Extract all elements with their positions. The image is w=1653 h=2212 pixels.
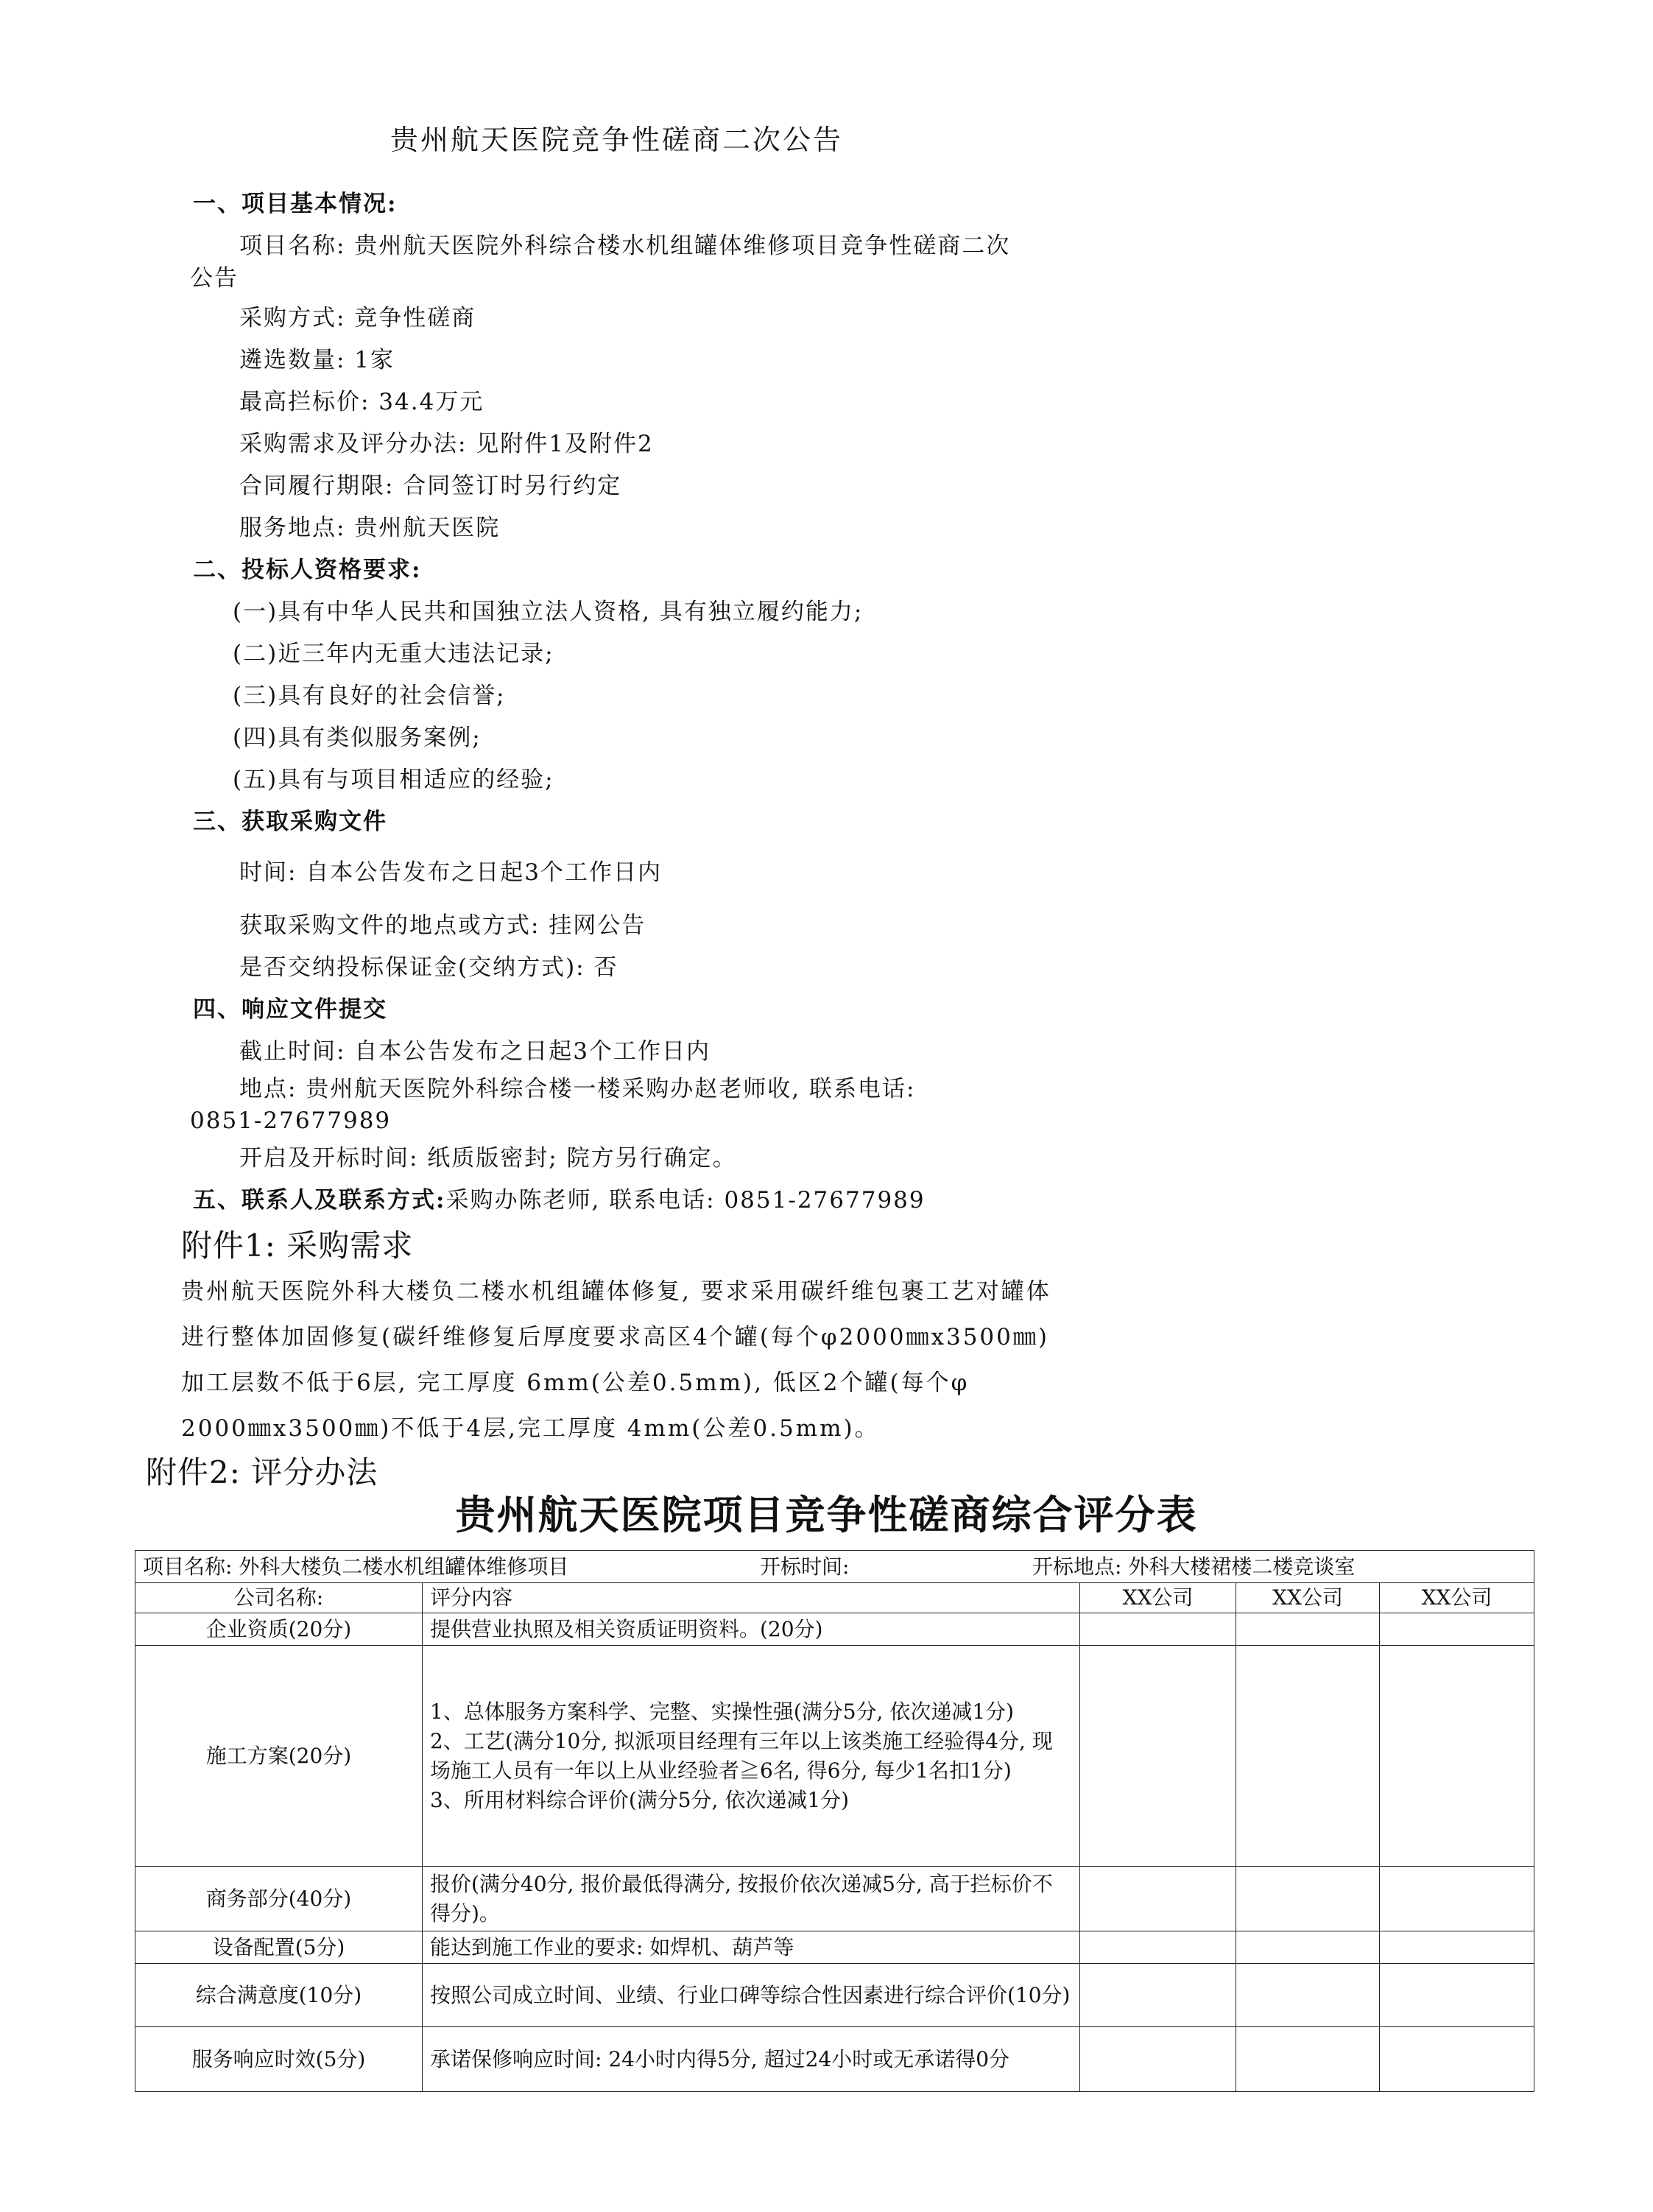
submission-deadline: 截止时间: 自本公告发布之日起3个工作日内 xyxy=(239,1038,711,1065)
score-cell[interactable] xyxy=(1380,1613,1534,1646)
score-item: 服务响应时效(5分) xyxy=(135,2027,423,2092)
score-cell[interactable] xyxy=(1236,2027,1380,2092)
score-cell[interactable] xyxy=(1236,1964,1380,2027)
attachment-1-line: 进行整体加固修复(碳纤维修复后厚度要求高区4个罐(每个φ2000㎜x3500㎜) xyxy=(181,1324,1049,1350)
attachment-1-line: 贵州航天医院外科大楼负二楼水机组罐体修复, 要求采用碳纤维包裹工艺对罐体 xyxy=(181,1278,1051,1305)
score-cell[interactable] xyxy=(1236,1867,1380,1931)
company-name-header: 公司名称: xyxy=(135,1583,423,1613)
opening-time-cell: 开标时间: xyxy=(760,1554,850,1579)
table-row xyxy=(135,1867,1534,1931)
table-row xyxy=(135,1613,1534,1646)
submission-place-line2: 0851-27677989 xyxy=(190,1107,392,1134)
announcement-title: 贵州航天医院竞争性磋商二次公告 xyxy=(390,124,844,156)
table-row xyxy=(135,1964,1534,2027)
score-cell[interactable] xyxy=(1080,1646,1236,1867)
attachment-1-line: 加工层数不低于6层, 完工厚度 6mm(公差0.5mm), 低区2个罐(每个φ xyxy=(181,1370,970,1396)
max-price: 最高拦标价: 34.4万元 xyxy=(239,389,484,415)
qualification-item: (四)具有类似服务案例; xyxy=(233,725,482,751)
deposit-info: 是否交纳投标保证金(交纳方式): 否 xyxy=(239,954,618,981)
company-column-header: XX公司 xyxy=(1236,1583,1380,1613)
score-table-title: 贵州航天医院项目竞争性磋商综合评分表 xyxy=(455,1492,1198,1538)
section-1-heading: 一、项目基本情况: xyxy=(193,191,398,217)
qualification-item: (五)具有与项目相适应的经验; xyxy=(233,767,554,793)
score-cell[interactable] xyxy=(1380,1867,1534,1931)
score-cell[interactable] xyxy=(1236,1646,1380,1867)
score-content-header: 评分内容 xyxy=(423,1583,1080,1613)
score-item: 设备配置(5分) xyxy=(135,1931,423,1964)
score-cell[interactable] xyxy=(1080,1964,1236,2027)
score-content: 提供营业执照及相关资质证明资料。(20分) xyxy=(423,1613,1080,1646)
section-2-heading: 二、投标人资格要求: xyxy=(193,557,422,583)
score-table xyxy=(135,1550,1534,2092)
acquisition-way: 获取采购文件的地点或方式: 挂网公告 xyxy=(239,912,646,939)
company-column-header: XX公司 xyxy=(1080,1583,1236,1613)
score-cell[interactable] xyxy=(1380,1964,1534,2027)
selection-quantity: 遴选数量: 1家 xyxy=(239,347,395,373)
score-cell[interactable] xyxy=(1080,1613,1236,1646)
section-5-heading: 五、联系人及联系方式: xyxy=(193,1187,446,1214)
score-cell[interactable] xyxy=(1380,2027,1534,2092)
score-content: 能达到施工作业的要求: 如焊机、葫芦等 xyxy=(423,1931,1080,1964)
score-content: 报价(满分40分, 报价最低得满分, 按报价依次递减5分, 高于拦标价不得分)。 xyxy=(423,1867,1080,1931)
contract-period: 合同履行期限: 合同签订时另行约定 xyxy=(239,473,622,499)
score-cell[interactable] xyxy=(1080,1867,1236,1931)
contact-info: 采购办陈老师, 联系电话: 0851-27677989 xyxy=(445,1187,926,1214)
score-item: 企业资质(20分) xyxy=(135,1613,423,1646)
score-cell[interactable] xyxy=(1080,1931,1236,1964)
score-content: 1、总体服务方案科学、完整、实操性强(满分5分, 依次递减1分) 2、工艺(满分10分, 拟派项目经理有三年以上该类施工经验得4分, 现场施工人员有一年以上从业经验者≧6名, 得6分, 每少1名扣1分) 3、所用材料综合评价(满分5分, 依次递减1分) xyxy=(423,1646,1080,1867)
service-location: 服务地点: 贵州航天医院 xyxy=(239,515,501,541)
score-content: 承诺保修响应时间: 24小时内得5分, 超过24小时或无承诺得0分 xyxy=(423,2027,1080,2092)
requirements-ref: 采购需求及评分办法: 见附件1及附件2 xyxy=(239,431,654,457)
attachment-2-heading: 附件2: 评分办法 xyxy=(146,1454,378,1490)
table-header-row xyxy=(135,1583,1534,1613)
score-item: 综合满意度(10分) xyxy=(135,1964,423,2027)
section-3-heading: 三、获取采购文件 xyxy=(193,809,387,835)
qualification-item: (二)近三年内无重大违法记录; xyxy=(233,641,554,667)
acquisition-time: 时间: 自本公告发布之日起3个工作日内 xyxy=(239,859,663,886)
project-name-line1: 项目名称: 贵州航天医院外科综合楼水机组罐体维修项目竞争性磋商二次 xyxy=(239,233,1011,259)
qualification-item: (三)具有良好的社会信誉; xyxy=(233,683,506,709)
table-row xyxy=(135,1646,1534,1867)
project-name-cell: 项目名称: 外科大楼负二楼水机组罐体维修项目 xyxy=(143,1554,569,1579)
project-info-cell xyxy=(135,1551,1534,1583)
qualification-item: (一)具有中华人民共和国独立法人资格, 具有独立履约能力; xyxy=(233,599,864,625)
score-cell[interactable] xyxy=(1080,2027,1236,2092)
score-cell[interactable] xyxy=(1380,1646,1534,1867)
score-item: 施工方案(20分) xyxy=(135,1646,423,1867)
section-5 xyxy=(193,1184,926,1216)
attachment-1-line: 2000㎜x3500㎜)不低于4层,完工厚度 4mm(公差0.5mm)。 xyxy=(181,1415,880,1442)
score-item: 商务部分(40分) xyxy=(135,1867,423,1931)
score-cell[interactable] xyxy=(1236,1613,1380,1646)
table-row xyxy=(135,1931,1534,1964)
score-cell[interactable] xyxy=(1380,1931,1534,1964)
table-row xyxy=(135,1551,1534,1583)
project-name-line2: 公告 xyxy=(190,265,239,292)
score-cell[interactable] xyxy=(1236,1931,1380,1964)
section-4-heading: 四、响应文件提交 xyxy=(193,996,387,1023)
attachment-1-heading: 附件1: 采购需求 xyxy=(181,1227,414,1264)
opening-place-cell: 开标地点: 外科大楼裙楼二楼竞谈室 xyxy=(1032,1554,1356,1579)
score-content: 按照公司成立时间、业绩、行业口碑等综合性因素进行综合评价(10分) xyxy=(423,1964,1080,2027)
table-row xyxy=(135,2027,1534,2092)
submission-place-line1: 地点: 贵州航天医院外科综合楼一楼采购办赵老师收, 联系电话: xyxy=(239,1076,916,1102)
opening-info: 开启及开标时间: 纸质版密封; 院方另行确定。 xyxy=(239,1145,737,1172)
company-column-header: XX公司 xyxy=(1380,1583,1534,1613)
procurement-method: 采购方式: 竞争性磋商 xyxy=(239,305,476,331)
